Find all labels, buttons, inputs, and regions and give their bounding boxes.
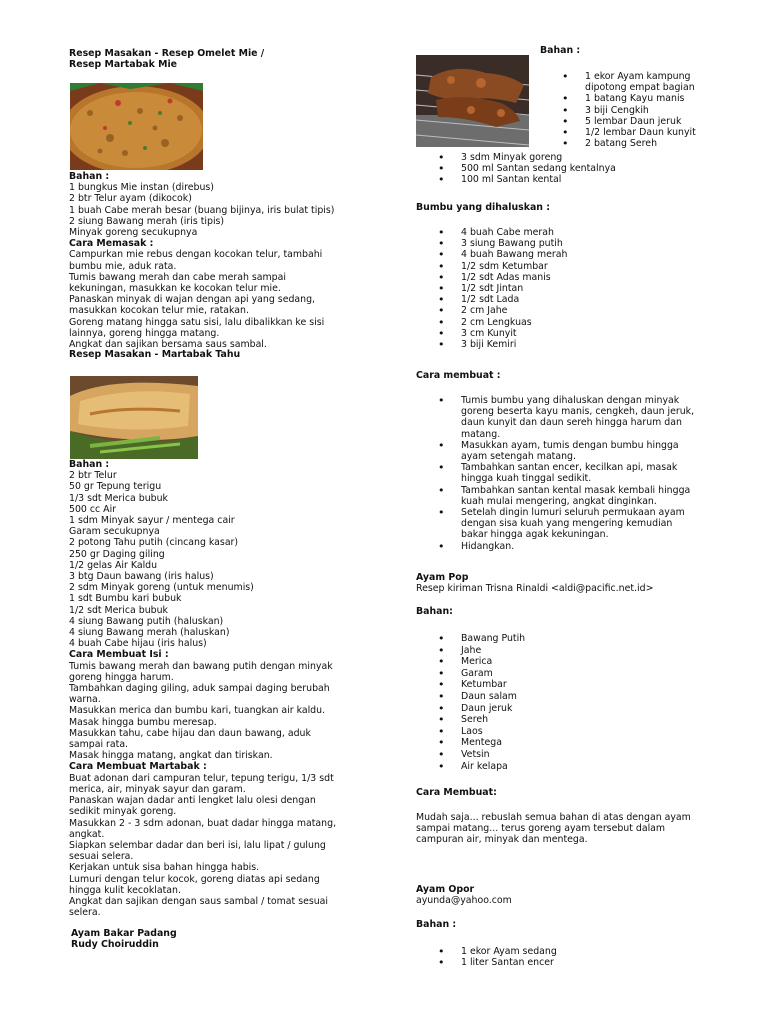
ingredient: Garam secukupnya <box>69 526 160 538</box>
list-item: • Merica <box>416 656 716 668</box>
list-item: • Laos <box>416 726 716 738</box>
recipe-title: Ayam Bakar Padang <box>71 928 177 939</box>
step-line: Campurkan mie rebus dengan kocokan telur, tambahi <box>69 249 323 261</box>
list-item: • 3 biji Cengkih <box>540 105 768 116</box>
ingredient: 1 bungkus Mie instan (direbus) <box>69 182 214 194</box>
step-line: sesuai selera. <box>69 851 134 863</box>
list-item: • 1 batang Kayu manis <box>540 93 768 104</box>
list-item: • Garam <box>416 668 716 680</box>
list-item: • 3 siung Bawang putih <box>416 238 736 249</box>
list-item: • 500 ml Santan sedang kentalnya <box>416 163 736 174</box>
recipe-title: Ayam Pop <box>416 572 469 583</box>
ingredient: 4 buah Cabe hijau (iris halus) <box>69 638 207 650</box>
ingredient: 1 buah Cabe merah besar (buang bijinya, iris bulat tipis) <box>69 204 335 216</box>
ingredient: 1 sdm Minyak sayur / mentega cair <box>69 515 235 527</box>
list-item: • Tumis bumbu yang dihaluskan dengan minyak goreng beserta kayu manis, cengkeh, daun jeruk, daun kunyit dan daun sereh hingga harum dan matang. <box>416 395 746 440</box>
step-line: Masukkan merica dan bumbu kari, tuangkan air kaldu. <box>69 705 326 717</box>
opor-bahan-list <box>416 946 716 968</box>
list-item: • Mentega <box>416 737 716 749</box>
list-item: • 2 cm Lengkuas <box>416 317 736 328</box>
list-item: • Daun jeruk <box>416 703 716 715</box>
ingredient: 1 sdt Bumbu kari bubuk <box>69 593 182 605</box>
step-line: Kerjakan untuk sisa bahan hingga habis. <box>69 862 260 874</box>
step-line: sampai matang... terus goreng ayam tersebut dalam <box>416 823 666 835</box>
ingredient: 3 btg Daun bawang (iris halus) <box>69 571 214 583</box>
list-item: • Sereh <box>416 714 716 726</box>
list-item: • 1/2 lembar Daun kunyit <box>540 127 768 138</box>
bahan-top-list <box>540 71 768 149</box>
step-line: Siapkan selembar dadar dan beri isi, lalu lipat / gulung <box>69 839 326 851</box>
step-line: Masak hingga bumbu meresap. <box>69 716 217 728</box>
step-line: Angkat dan sajikan dengan saus sambal / tomat sesuai <box>69 895 329 907</box>
step-line: sampai rata. <box>69 739 129 751</box>
step-line: Tumis bawang merah dan cabe merah sampai <box>69 271 286 283</box>
bahan-heading: Bahan : <box>540 45 581 56</box>
ingredient: 250 gr Daging giling <box>69 548 165 560</box>
step-line: Buat adonan dari campuran telur, tepung terigu, 1/3 sdt <box>69 772 334 784</box>
list-item: • 2 batang Sereh <box>540 138 768 149</box>
recipe-ayam-pop <box>416 572 756 594</box>
step-line: kekuningan, masukkan ke kocokan telur mie. <box>69 283 281 295</box>
step-line: warna. <box>69 694 101 706</box>
recipe-author-email: ayunda@yahoo.com <box>416 895 512 907</box>
step-line: Mudah saja... rebuslah semua bahan di atas dengan ayam <box>416 812 691 823</box>
list-item: • 5 lembar Daun jeruk <box>540 116 768 127</box>
recipe-omelet-mie <box>69 48 369 70</box>
list-item: • Ketumbar <box>416 679 716 691</box>
list-item: • 3 sdm Minyak goreng <box>416 152 736 163</box>
list-item: • 2 cm Jahe <box>416 305 736 316</box>
step-line: Goreng matang hingga satu sisi, lalu dibalikkan ke sisi <box>69 316 325 328</box>
list-item: • Masukkan ayam, tumis dengan bumbu hingga ayam setengah matang. <box>416 440 746 462</box>
step-line: Lumuri dengan telur kocok, goreng diatas api sedang <box>69 873 320 885</box>
pop-bahan-list <box>416 633 716 772</box>
step-line: Angkat dan sajikan bersama saus sambal. <box>69 339 267 351</box>
list-item: • 1/2 sdm Ketumbar <box>416 261 736 272</box>
list-item: • Daun salam <box>416 691 716 703</box>
step-line: hingga kulit kecoklatan. <box>69 884 181 896</box>
step-line: Tambahkan daging giling, aduk sampai daging berubah <box>69 683 330 695</box>
bahan-heading: Bahan : <box>69 171 110 182</box>
recipe-title: Resep Masakan - Resep Omelet Mie / <box>69 48 265 59</box>
recipe-author: Resep kiriman Trisna Rinaldi <aldi@pacific.net.id> <box>416 583 654 595</box>
bahan-more-list <box>416 152 736 186</box>
omelet-mie-photo <box>70 83 203 170</box>
list-item: • Setelah dingin lumuri seluruh permukaan ayam dengan sisa kuah yang mengering kemudian bakar hingga agak kekuningan. <box>416 507 746 541</box>
list-item: • Air kelapa <box>416 761 716 773</box>
ingredient: 1/3 sdt Merica bubuk <box>69 492 168 504</box>
ingredient: 1/2 gelas Air Kaldu <box>69 559 158 571</box>
step-line: Panaskan wajan dadar anti lengket lalu olesi dengan <box>69 795 316 807</box>
bahan-heading: Bahan : <box>416 919 457 930</box>
recipe-title-line2: Resep Martabak Mie <box>69 59 178 71</box>
list-item: • 3 biji Kemiri <box>416 339 736 350</box>
step-line: angkat. <box>69 828 105 840</box>
recipe-ayam-opor <box>416 884 756 906</box>
step-line: sedikit minyak goreng. <box>69 806 177 818</box>
step-line: bumbu mie, aduk rata. <box>69 260 177 272</box>
step-line: Masak hingga matang, angkat dan tiriskan. <box>69 750 273 762</box>
recipe-title: Ayam Opor <box>416 884 475 895</box>
ingredient: 2 sdm Minyak goreng (untuk menumis) <box>69 582 254 594</box>
ingredient: 2 siung Bawang merah (iris tipis) <box>69 215 225 227</box>
list-item: • 1/2 sdt Jintan <box>416 283 736 294</box>
ingredient: 50 gr Tepung terigu <box>69 481 162 493</box>
bumbu-list <box>416 227 736 350</box>
martabak-tahu-photo <box>70 376 198 459</box>
cara-isi-heading: Cara Membuat Isi : <box>69 649 169 661</box>
list-item: • 4 buah Bawang merah <box>416 249 736 260</box>
ingredient: 1/2 sdt Merica bubuk <box>69 604 168 616</box>
list-item: • 4 buah Cabe merah <box>416 227 736 238</box>
list-item: • Hidangkan. <box>416 541 746 552</box>
step-line: campuran air, minyak dan mentega. <box>416 834 588 846</box>
cara-heading: Cara membuat : <box>416 370 501 381</box>
pop-cara-text <box>416 812 756 846</box>
bumbu-heading: Bumbu yang dihaluskan : <box>416 202 550 213</box>
step-line: Masukkan tahu, cabe hijau dan daun bawang, aduk <box>69 727 311 739</box>
list-item: • Vetsin <box>416 749 716 761</box>
omelet-mie-body <box>69 171 369 350</box>
recipe-author: Rudy Choiruddin <box>71 939 159 951</box>
list-item: • 1/2 sdt Adas manis <box>416 272 736 283</box>
bahan-heading: Bahan: <box>416 606 453 617</box>
step-line: Tumis bawang merah dan bawang putih dengan minyak <box>69 660 333 672</box>
step-line: Panaskan minyak di wajan dengan api yang sedang, <box>69 294 316 306</box>
ingredient: 4 siung Bawang putih (haluskan) <box>69 615 224 627</box>
step-line: lainnya, goreng hingga matang. <box>69 327 220 339</box>
list-item: • 1 liter Santan encer <box>416 957 716 968</box>
list-item: • Tambahkan santan kental masak kembali hingga kuah mulai mengering, angkat dinginkan. <box>416 485 746 507</box>
list-item: • 100 ml Santan kental <box>416 174 736 185</box>
step-line: selera. <box>69 907 101 919</box>
ingredient: Minyak goreng secukupnya <box>69 227 198 239</box>
ingredient: 4 siung Bawang merah (haluskan) <box>69 627 230 639</box>
ingredient: 500 cc Air <box>69 503 117 515</box>
list-item: • Bawang Putih <box>416 633 716 645</box>
cara-heading: Cara Memasak : <box>69 238 154 250</box>
recipe-ayam-bakar-padang <box>71 928 371 950</box>
cara-martabak-heading: Cara Membuat Martabak : <box>69 761 207 773</box>
step-line: masukkan kocokan telur mie, ratakan. <box>69 305 249 317</box>
list-item: • Tambahkan santan encer, kecilkan api, masak hingga kuah tinggal sedikit. <box>416 462 746 484</box>
step-line: goreng hingga harum. <box>69 671 174 683</box>
martabak-tahu-body <box>69 459 369 918</box>
cara-list <box>416 395 746 552</box>
ingredient: 2 potong Tahu putih (cincang kasar) <box>69 537 239 549</box>
recipe-title: Resep Masakan - Martabak Tahu <box>69 349 241 360</box>
list-item: • 1/2 sdt Lada <box>416 294 736 305</box>
list-item: • Jahe <box>416 645 716 657</box>
list-item: • 1 ekor Ayam sedang <box>416 946 716 957</box>
bahan-heading: Bahan : <box>69 459 110 470</box>
cara-heading: Cara Membuat: <box>416 787 497 798</box>
list-item: • 1 ekor Ayam kampung dipotong empat bagian <box>540 71 768 93</box>
ingredient: 2 btr Telur <box>69 470 117 482</box>
ingredient: 2 btr Telur ayam (dikocok) <box>69 193 192 205</box>
ayam-bakar-photo <box>416 55 529 147</box>
step-line: merica, air, minyak sayur dan garam. <box>69 783 246 795</box>
step-line: Masukkan 2 - 3 sdm adonan, buat dadar hingga matang, <box>69 817 337 829</box>
list-item: • 3 cm Kunyit <box>416 328 736 339</box>
